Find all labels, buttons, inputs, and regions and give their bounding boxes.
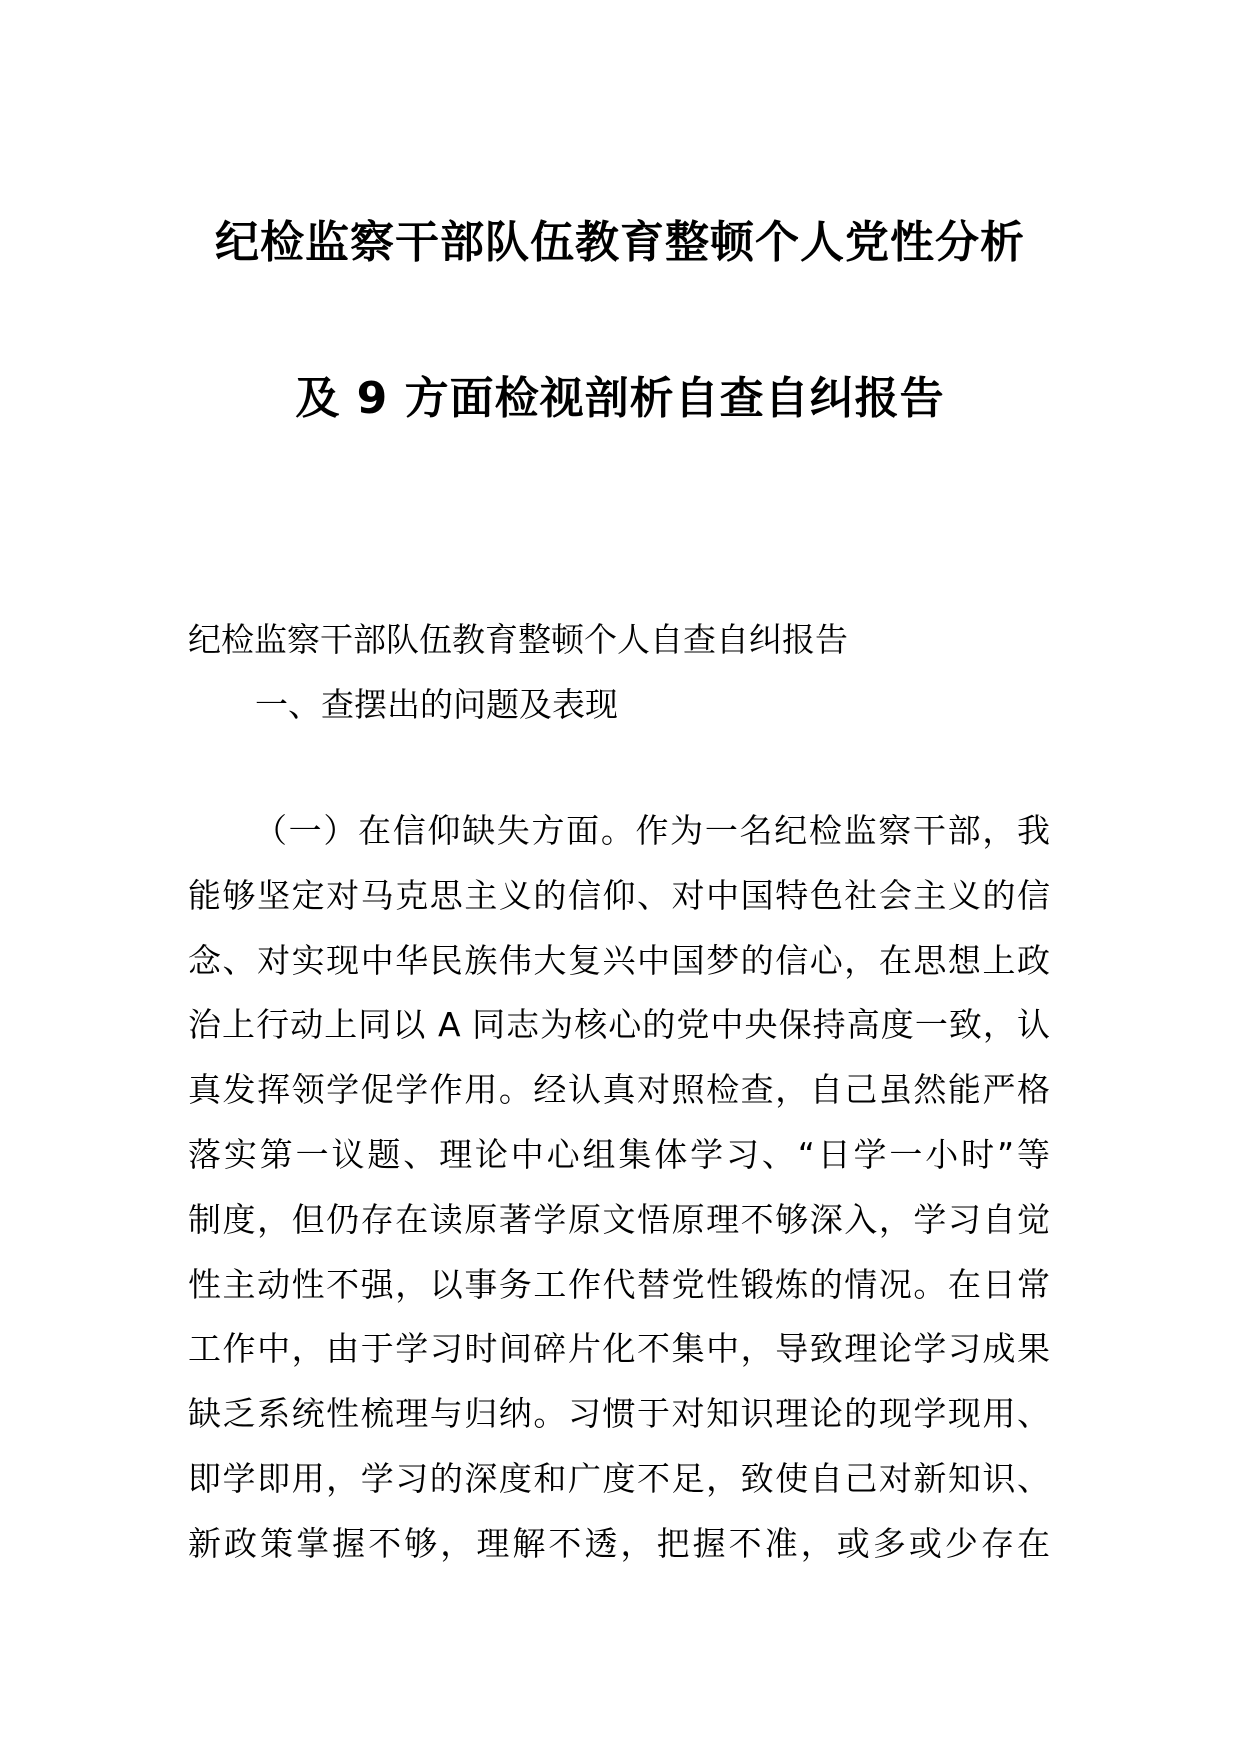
paragraph-line: 能够坚定对马克思主义的信仰、对中国特色社会主义的信 — [188, 875, 1050, 915]
paragraph-line: 真发挥领学促学作用。经认真对照检查，自己虽然能严格 — [188, 1070, 1050, 1110]
paragraph-line: 落实第一议题、理论中心组集体学习、“日学一小时”等 — [188, 1134, 1050, 1174]
document-title-line-1: 纪检监察干部队伍教育整顿个人党性分析 — [215, 217, 1025, 268]
paragraph-line: 制度，但仍存在读原著学原文悟原理不够深入，学习自觉 — [188, 1199, 1050, 1239]
paragraph-line: 性主动性不强，以事务工作代替党性锻炼的情况。在日常 — [188, 1264, 1050, 1304]
paragraph-line: （一）在信仰缺失方面。作为一名纪检监察干部，我 — [254, 811, 1050, 850]
paragraph-line: 缺乏系统性梳理与归纳。习惯于对知识理论的现学现用、 — [188, 1394, 1050, 1434]
section-heading: 一、查摆出的问题及表现 — [255, 685, 618, 724]
paragraph-line: 念、对实现中华民族伟大复兴中国梦的信心，在思想上政 — [188, 940, 1050, 980]
paragraph-line: 治上行动上同以 A 同志为核心的党中央保持高度一致，认 — [188, 1005, 1050, 1045]
body-paragraph — [188, 808, 1050, 1586]
document-title-line-2: 及 9 方面检视剖析自查自纠报告 — [295, 373, 945, 424]
paragraph-line: 工作中，由于学习时间碎片化不集中，导致理论学习成果 — [188, 1329, 1050, 1369]
report-subtitle: 纪检监察干部队伍教育整顿个人自查自纠报告 — [188, 620, 848, 659]
paragraph-line: 即学即用，学习的深度和广度不足，致使自己对新知识、 — [188, 1458, 1050, 1498]
paragraph-line: 新政策掌握不够，理解不透，把握不准，或多或少存在 — [188, 1523, 1050, 1563]
